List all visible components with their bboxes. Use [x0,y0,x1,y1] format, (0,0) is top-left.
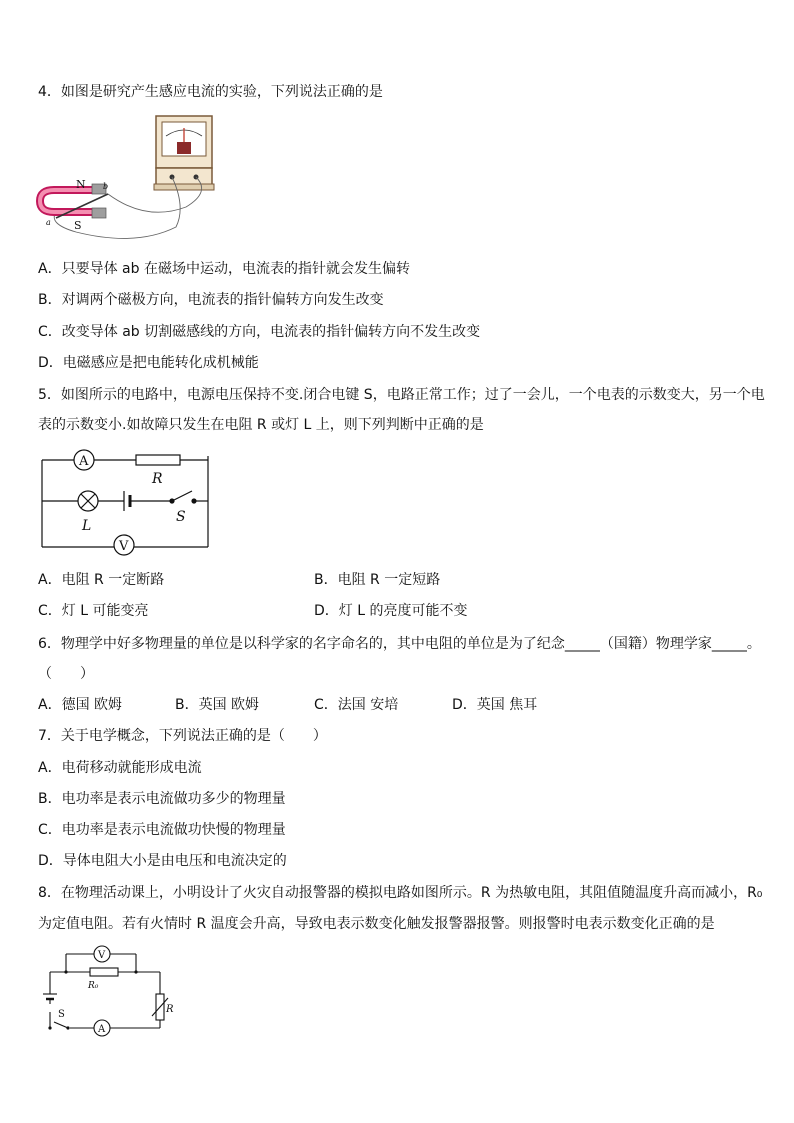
q5-circuit-figure [38,446,214,556]
r0-resistor-symbol [90,968,118,976]
q7-option-c[interactable]: C．电功率是表示电流做功快慢的物理量 [38,822,286,838]
q8-stem-line2: 为定值电阻。若有火情时 R 温度会升高，导致电表示数变化触发报警器报警。则报警时电表示数变化正确的是 [38,916,715,932]
q5-option-b[interactable]: B．电阻 R 一定短路 [314,572,441,588]
q6-option-b[interactable]: B．英国 欧姆 [175,697,260,713]
q6-stem-line1: 6．物理学中好多物理量的单位是以科学家的名字命名的，其中电阻的单位是为了纪念_____（国籍）物理学家_____。 [38,636,761,652]
q4-stem: 4．如图是研究产生感应电流的实验，下列说法正确的是 [38,84,383,100]
q8-switch-label: S [58,1009,65,1020]
label-a: a [46,218,51,227]
q8-voltmeter-label: V [98,950,106,961]
q4-option-a[interactable]: A．只要导体 ab 在磁场中运动，电流表的指针就会发生偏转 [38,261,410,277]
q8-circuit-figure [40,942,180,1038]
q5-option-d[interactable]: D．灯 L 的亮度可能不变 [314,603,468,619]
q4-figure [36,112,226,247]
r0-label: R₀ [88,981,99,991]
q4-option-c[interactable]: C．改变导体 ab 切割磁感线的方向，电流表的指针偏转方向不发生改变 [38,324,481,340]
q7-option-a[interactable]: A．电荷移动就能形成电流 [38,760,202,776]
resistor-r-symbol [136,455,180,465]
q5-stem-line1: 5．如图所示的电路中，电源电压保持不变.闭合电键 S，电路正常工作；过了一会儿，一个电表的示数变大，另一个电 [38,387,765,403]
q7-option-b[interactable]: B．电功率是表示电流做功多少的物理量 [38,791,286,807]
q6-option-a[interactable]: A．德国 欧姆 [38,697,123,713]
thermistor-label: R [166,1004,174,1015]
label-s: S [74,219,82,232]
switch-label: S [176,509,186,525]
q8-stem-line1: 8．在物理活动课上，小明设计了火灾自动报警器的模拟电路如图所示。R 为热敏电阻，其阻值随温度升高而减小，R₀ [38,885,763,901]
q5-option-c[interactable]: C．灯 L 可能变亮 [38,603,149,619]
q8-ammeter-label: A [98,1024,106,1035]
ammeter-label: A [79,454,89,469]
q7-stem: 7．关于电学概念，下列说法正确的是（ ） [38,728,327,744]
q6-option-d[interactable]: D．英国 焦耳 [452,697,538,713]
q4-option-d[interactable]: D．电磁感应是把电能转化成机械能 [38,355,259,371]
label-b: b [103,182,109,191]
q5-option-a[interactable]: A．电阻 R 一定断路 [38,572,165,588]
resistor-label: R [152,471,163,487]
lamp-label: L [82,518,92,534]
q6-stem-line2: （ ） [38,666,94,682]
q4-option-b[interactable]: B．对调两个磁极方向，电流表的指针偏转方向发生改变 [38,292,384,308]
q5-stem-line2: 表的示数变小.如故障只发生在电阻 R 或灯 L 上，则下列判断中正确的是 [38,417,484,433]
q7-option-d[interactable]: D．导体电阻大小是由电压和电流决定的 [38,853,287,869]
label-n: N [76,178,86,191]
voltmeter-label: V [119,539,129,554]
q6-option-c[interactable]: C．法国 安培 [314,697,399,713]
